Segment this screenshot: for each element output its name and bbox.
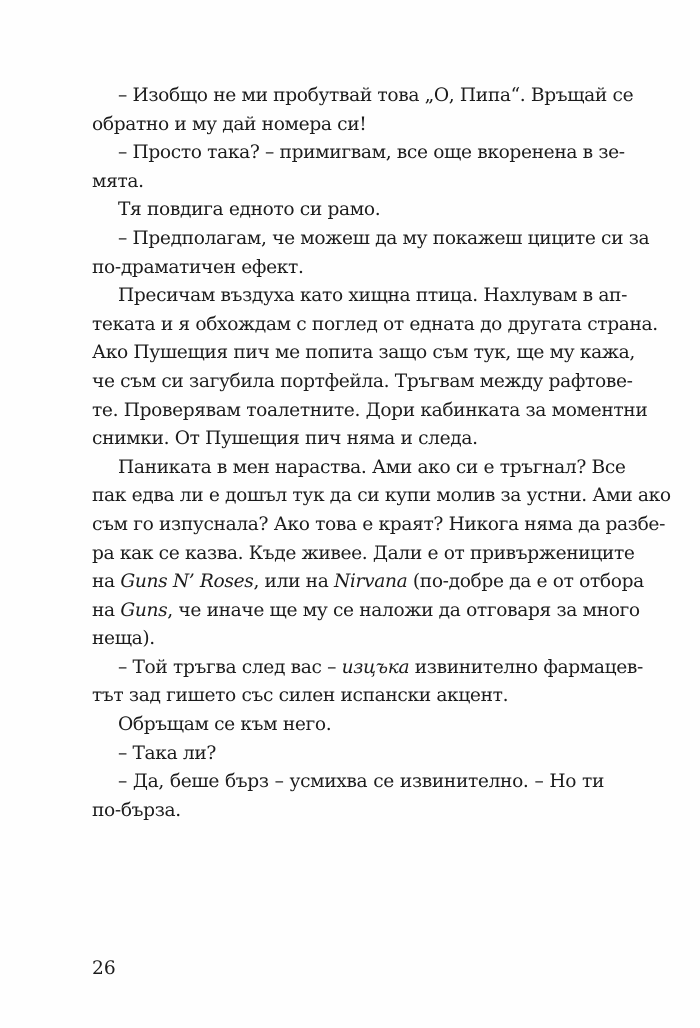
text-line [92, 797, 604, 826]
text-segment: извинително фармацев- [409, 656, 643, 678]
text-segment: – Просто така? – примигвам, все още вкоренена в зе- [118, 142, 625, 164]
text-line [92, 225, 650, 254]
text-line [92, 454, 626, 483]
text-segment: Обръщам се към него. [118, 714, 332, 736]
text-segment: – Така ли? [118, 742, 216, 764]
text-segment: , или на [253, 571, 335, 593]
text-line [92, 82, 634, 111]
text-segment: че съм си загубила портфейла. Тръгвам между рафтове- [92, 370, 633, 392]
text-line [92, 597, 640, 626]
text-segment: на [92, 571, 121, 593]
italic-text-segment: изцъка [341, 656, 410, 678]
text-line [92, 425, 604, 454]
text-line [92, 368, 633, 397]
text-segment: ра как се казва. Къде живее. Дали е от привържениците [92, 542, 635, 564]
text-segment: – Да, беше бърз – усмихва се извинително. – Но ти [118, 771, 604, 793]
text-segment: – Изобщо не ми пробутвай това „О, Пипа“. Връщай се [118, 85, 634, 106]
text-segment: Паниката в мен нараства. Ами ако си е тръгнал? Все [118, 456, 626, 478]
text-segment: теката и я обхождам с поглед от едната до другата страна. [92, 313, 658, 335]
text-line [92, 168, 604, 197]
text-line [92, 625, 604, 654]
text-segment: – Той тръгва след вас – [118, 656, 342, 678]
text-segment: те. Проверявам тоалетните. Дори кабинката за моментни [92, 399, 648, 421]
text-line [92, 540, 635, 569]
text-line [92, 397, 648, 426]
text-line [92, 654, 643, 683]
text-line [92, 196, 604, 225]
text-line [92, 511, 666, 540]
text-segment: обратно и му дай номера си! [92, 113, 367, 135]
text-segment: тът зад гишето със силен испански акцент. [92, 685, 509, 707]
italic-text-segment: Nirvana [334, 571, 408, 593]
text-line [92, 482, 671, 511]
italic-text-segment: Guns [120, 599, 168, 621]
text-segment: мята. [92, 170, 144, 192]
text-segment: (по-добре да е от отбора [407, 571, 644, 593]
text-line [92, 682, 604, 711]
text-segment: Пресичам въздуха като хищна птица. Нахлувам в ап- [118, 285, 628, 307]
text-line [92, 768, 604, 797]
text-segment: Тя повдига едното си рамо. [118, 199, 381, 221]
body-text [92, 82, 671, 825]
text-segment: по-драматичен ефект. [92, 256, 304, 278]
text-line [92, 111, 604, 140]
text-segment: съм го изпуснала? Ако това е краят? Никога няма да разбе- [92, 513, 666, 535]
text-line [92, 139, 625, 168]
text-segment: снимки. От Пушещия пич няма и следа. [92, 428, 478, 450]
text-line [92, 282, 628, 311]
text-line [92, 740, 604, 769]
page-number: 26 [92, 958, 116, 979]
text-line [92, 339, 635, 368]
text-segment: Ако Пушещия пич ме попита защо съм тук, ще му кажа, [92, 342, 635, 364]
text-segment: – Предполагам, че можеш да му покажеш циците си за [118, 227, 650, 249]
text-line [92, 254, 604, 283]
text-segment: , че иначе ще му се наложи да отговаря за много [167, 599, 640, 621]
text-line [92, 711, 604, 740]
text-segment: неща). [92, 628, 155, 650]
text-segment: пак едва ли е дошъл тук да си купи молив за устни. Ами ако [92, 485, 671, 507]
text-segment: на [92, 599, 121, 621]
italic-text-segment: Guns N’ Roses [120, 571, 254, 593]
text-line [92, 568, 644, 597]
text-segment: по-бърза. [92, 799, 181, 821]
text-line [92, 311, 658, 340]
